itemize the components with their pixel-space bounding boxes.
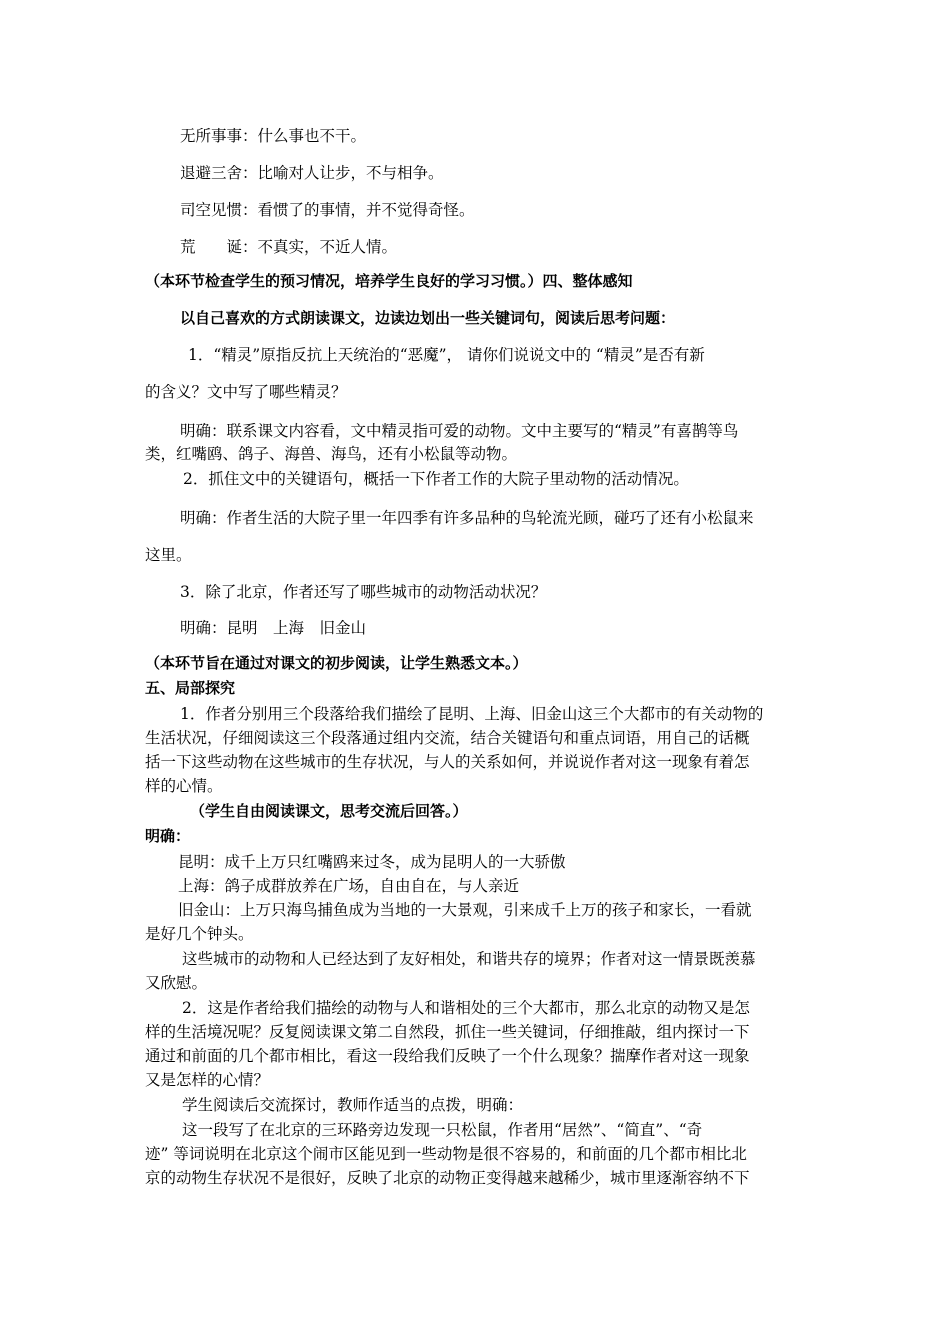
section-5-question-2: 2．这是作者给我们描绘的动物与人和谐相处的三个大都市，那么北京的动物又是怎 — [182, 999, 750, 1017]
section-5-question-1-cont: 括一下这些动物在这些城市的生存状况，与人的关系如何，并说说作者对这一现象有着怎 — [145, 753, 750, 771]
section-5-question-2-cont: 样的生活境况呢？反复阅读课文第二自然段，抓住一些关键词，仔细推敲，组内探讨一下 — [145, 1023, 750, 1041]
section-5-question-2-cont: 通过和前面的几个都市相比，看这一段给我们反映了一个什么现象？揣摩作者对这一现象 — [145, 1047, 750, 1065]
teacher-guidance-note: 学生阅读后交流探讨，教师作适当的点拨，明确： — [182, 1096, 524, 1114]
question-1-cont: 的含义？文中写了哪些精灵？ — [145, 383, 347, 401]
answer-1: 明确：联系课文内容看，文中精灵指可爱的动物。文中主要写的“精灵”有喜鹊等鸟 — [180, 422, 739, 440]
answer-san-francisco-cont: 是好几个钟头。 — [145, 925, 254, 943]
answer-1-cont: 类，红嘴鸥、鸽子、海兽、海鸟，还有小松鼠等动物。 — [145, 445, 518, 463]
answer-2-cont: 这里。 — [145, 546, 192, 564]
section-5-question-1-cont: 生活状况，仔细阅读这三个段落通过组内交流，结合关键语句和重点词语，用自己的话概 — [145, 729, 750, 747]
section-4-heading: （本环节检查学生的预习情况，培养学生良好的学习习惯。）四、整体感知 — [145, 272, 633, 290]
question-3: 3．除了北京，作者还写了哪些城市的动物活动状况？ — [180, 583, 547, 601]
answer-kunming: 昆明：成千上万只红嘴鸥来过冬，成为昆明人的一大骄傲 — [178, 853, 566, 871]
answer-3: 明确：昆明 上海 旧金山 — [180, 619, 367, 637]
answer-summary: 这些城市的动物和人已经达到了友好相处，和谐共存的境界；作者对这一情景既羡慕 — [182, 950, 756, 968]
vocab-item: 荒 诞：不真实，不近人情。 — [180, 238, 398, 256]
vocab-item: 退避三舍：比喻对人让步，不与相争。 — [180, 164, 444, 182]
section-4-instruction: 以自己喜欢的方式朗读课文，边读边划出一些关键词句，阅读后思考问题： — [180, 309, 676, 327]
section-5-question-1-cont: 样的心情。 — [145, 777, 223, 795]
section-5-question-2-cont: 又是怎样的心情？ — [145, 1071, 270, 1089]
section-5-heading: 五、局部探究 — [145, 679, 236, 697]
section-4-note: （本环节旨在通过对课文的初步阅读，让学生熟悉文本。） — [145, 654, 528, 672]
answer-san-francisco: 旧金山：上万只海鸟捕鱼成为当地的一大景观，引来成千上万的孩子和家长，一看就 — [178, 901, 752, 919]
answer-shanghai: 上海：鸽子成群放养在广场，自由自在，与人亲近 — [178, 877, 520, 895]
final-answer: 这一段写了在北京的三环路旁边发现一只松鼠，作者用“居然”、“简直”、“奇 — [182, 1121, 703, 1139]
vocab-item: 司空见惯：看惯了的事情，并不觉得奇怪。 — [180, 201, 475, 219]
vocab-item: 无所事事：什么事也不干。 — [180, 127, 367, 145]
answer-summary-cont: 又欣慰。 — [145, 974, 208, 992]
final-answer-cont: 京的动物生存状况不是很好，反映了北京的动物正变得越来越稀少，城市里逐渐容纳不下 — [145, 1169, 750, 1187]
question-1: 1．“精灵”原指反抗上天统治的“恶魔”， 请你们说说文中的 “精灵”是否有新 — [188, 346, 705, 364]
section-5-question-1: 1．作者分别用三个段落给我们描绘了昆明、上海、旧金山这三个大都市的有关动物的 — [180, 705, 764, 723]
question-2: 2．抓住文中的关键语句，概括一下作者工作的大院子里动物的活动情况。 — [183, 470, 689, 488]
answer-2: 明确：作者生活的大院子里一年四季有许多品种的鸟轮流光顾，碰巧了还有小松鼠来 — [180, 509, 754, 527]
student-activity-note: （学生自由阅读课文，思考交流后回答。） — [190, 802, 468, 820]
final-answer-cont: 迹” 等词说明在北京这个闹市区能见到一些动物是很不容易的，和前面的几个都市相比北 — [145, 1145, 747, 1163]
answer-label: 明确： — [145, 827, 191, 845]
